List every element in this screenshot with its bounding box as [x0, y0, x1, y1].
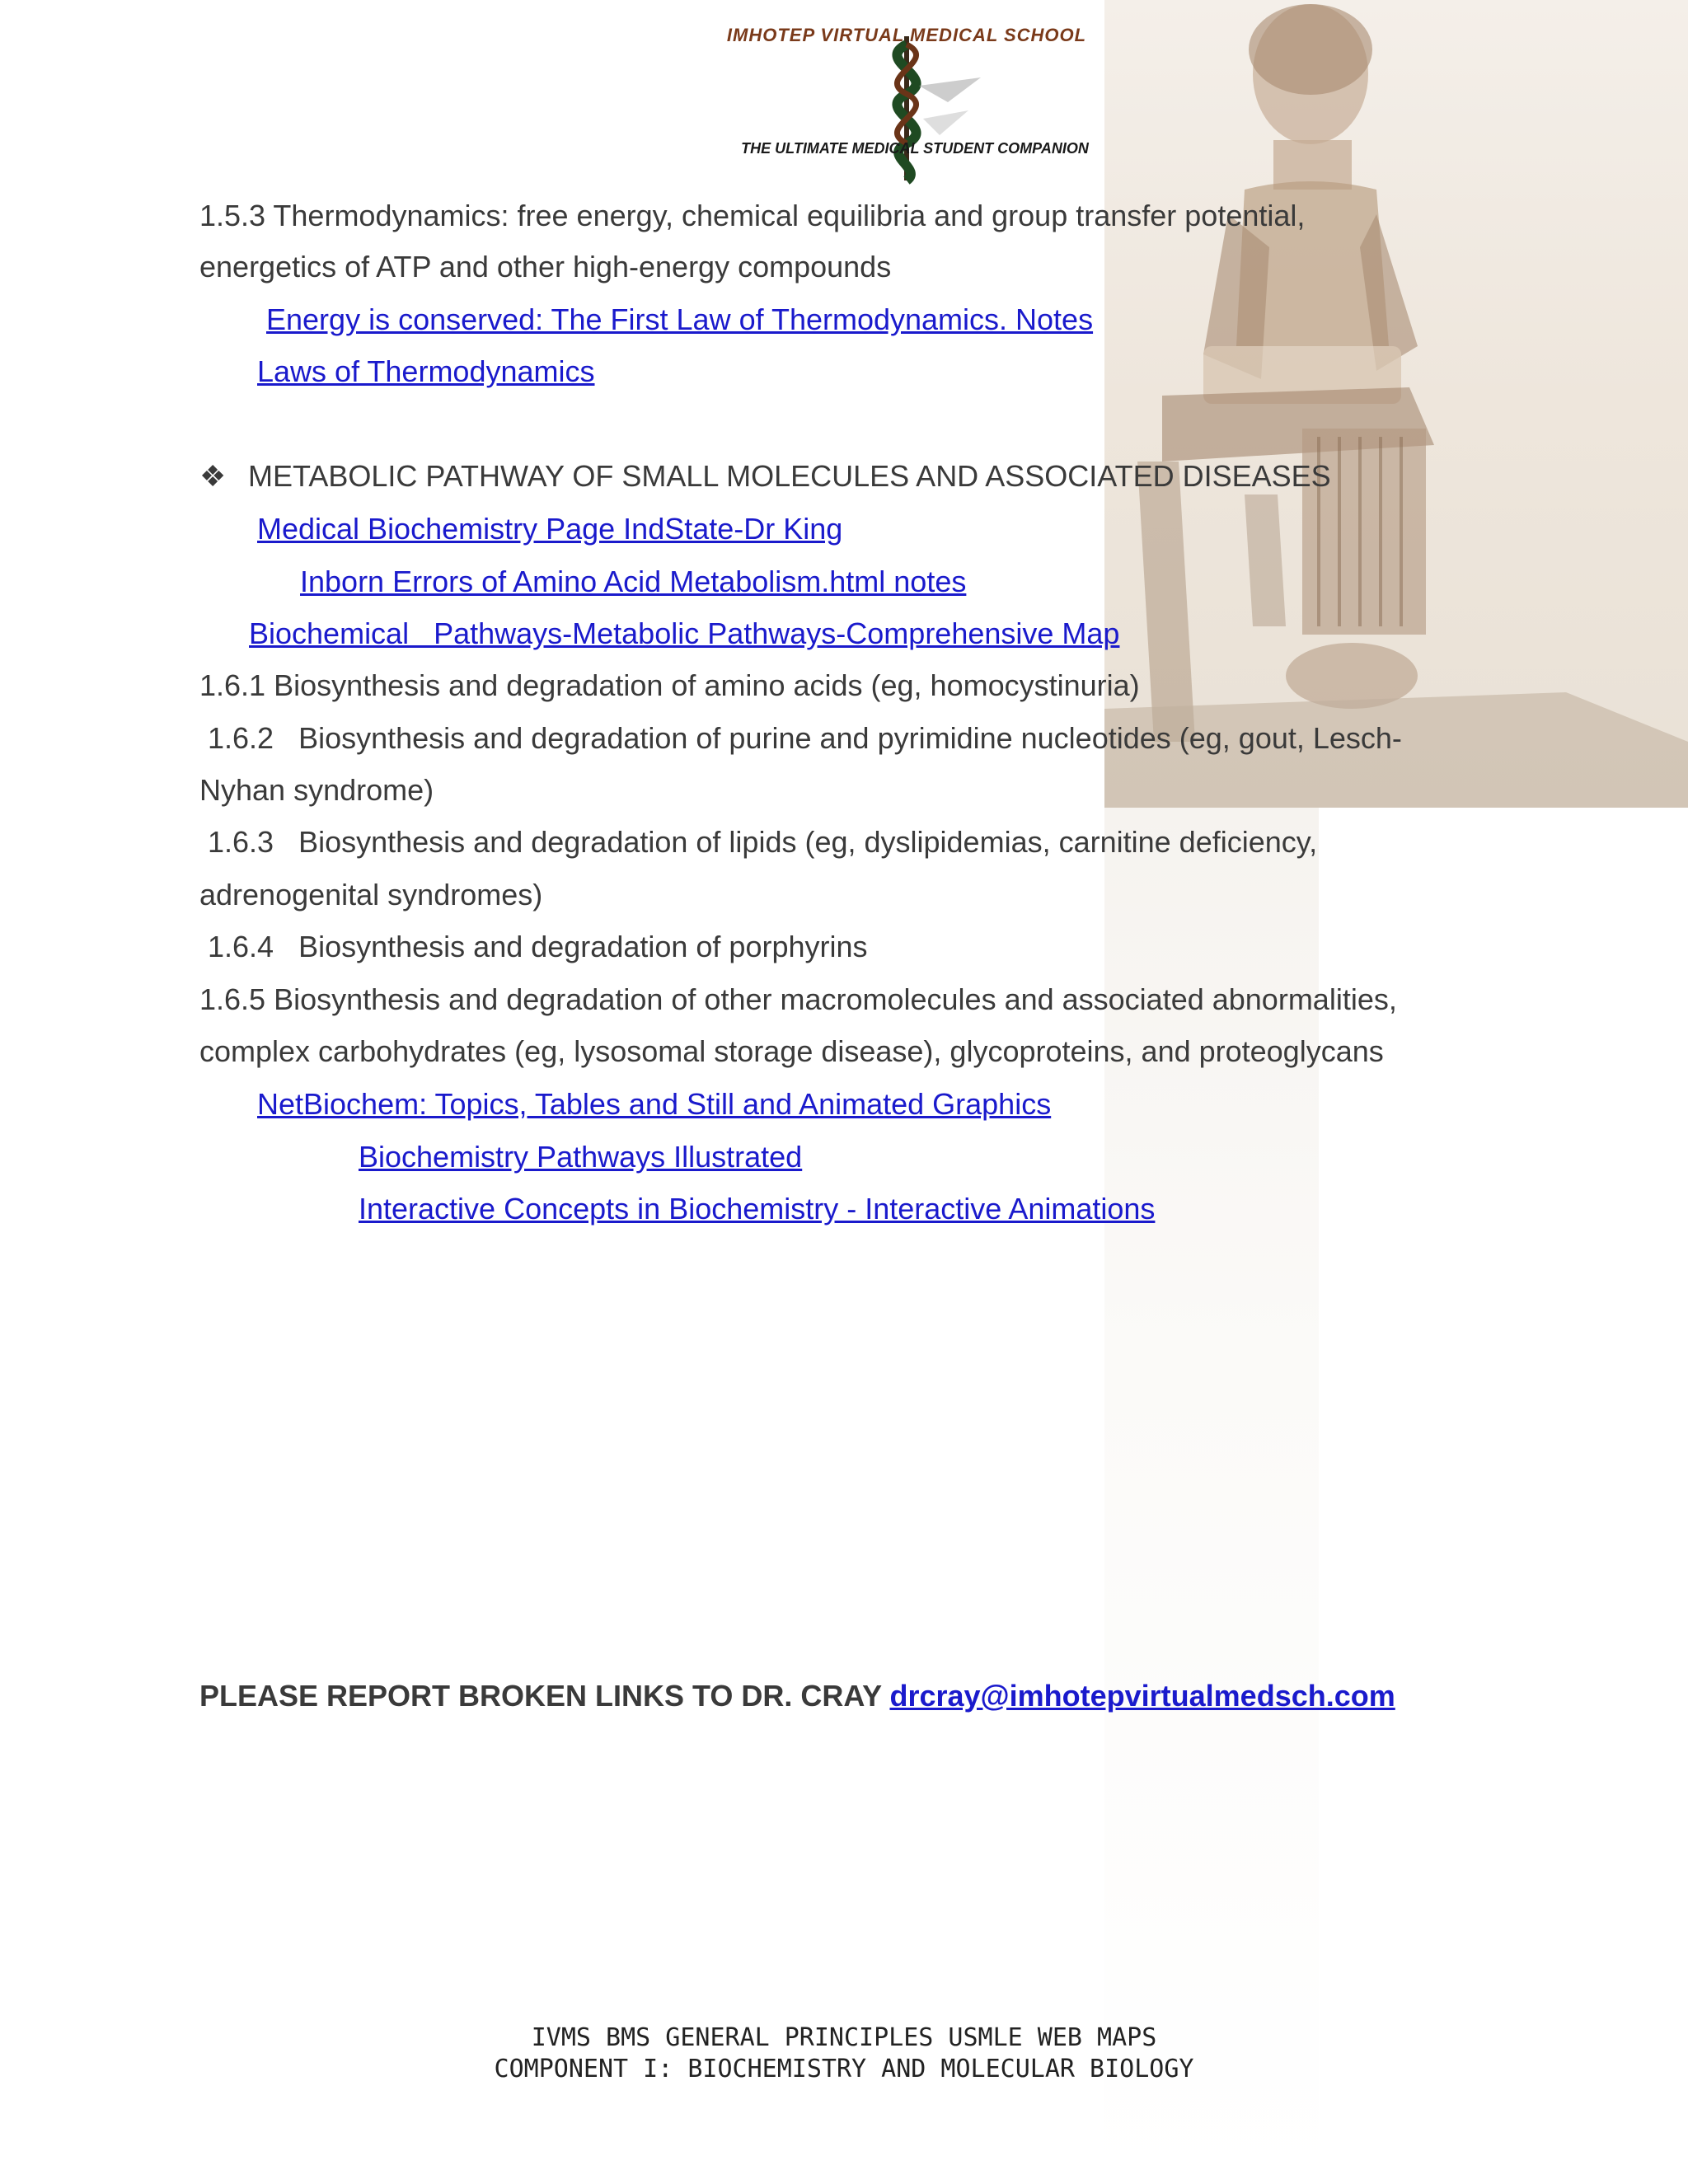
link-interactive-concepts-biochemistry[interactable]: Interactive Concepts in Biochemistry - Interactive Animations [359, 1192, 1156, 1226]
caduceus-icon [824, 28, 989, 185]
imhotep-statue-image [1104, 0, 1688, 808]
item-164: 1.6.4 Biosynthesis and degradation of porphyrins [199, 930, 868, 963]
item-165-cont: complex carbohydrates (eg, lysosomal storage disease), glycoproteins, and proteoglycans [199, 1034, 1384, 1068]
item-163-cont: adrenogenital syndromes) [199, 878, 543, 912]
link-laws-of-thermodynamics[interactable]: Laws of Thermodynamics [257, 354, 595, 388]
footer-line-2: COMPONENT I: BIOCHEMISTRY AND MOLECULAR BIOLOGY [494, 2055, 1194, 2083]
section-153-heading-cont: energetics of ATP and other high-energy compounds [199, 250, 892, 284]
bullet-icon: ❖ [199, 459, 227, 493]
metabolic-heading: METABOLIC PATHWAY OF SMALL MOLECULES AND ASSOCIATED DISEASES [248, 459, 1331, 493]
report-broken-links [199, 1678, 1395, 1714]
item-162: 1.6.2 Biosynthesis and degradation of purine and pyrimidine nucleotides (eg, gout, Lesch- [199, 721, 1402, 755]
footer-line-1: IVMS BMS GENERAL PRINCIPLES USMLE WEB MAPS [531, 2023, 1157, 2052]
item-161: 1.6.1 Biosynthesis and degradation of amino acids (eg, homocystinuria) [199, 668, 1140, 702]
school-logo [709, 16, 1104, 181]
link-biochemical-pathways-map[interactable]: Biochemical Pathways-Metabolic Pathways-Comprehensive Map [249, 616, 1120, 650]
item-162-cont: Nyhan syndrome) [199, 773, 434, 807]
school-tagline: THE ULTIMATE MEDICAL STUDENT COMPANION [741, 140, 1089, 157]
link-medical-biochemistry-page[interactable]: Medical Biochemistry Page IndState-Dr King [257, 512, 843, 546]
link-first-law-thermodynamics[interactable]: Energy is conserved: The First Law of Thermodynamics. Notes [266, 302, 1094, 336]
link-biochemistry-pathways-illustrated[interactable]: Biochemistry Pathways Illustrated [359, 1140, 803, 1174]
section-153-heading: 1.5.3 Thermodynamics: free energy, chemical equilibria and group transfer potential, [199, 199, 1306, 232]
item-163: 1.6.3 Biosynthesis and degradation of lipids (eg, dyslipidemias, carnitine deficiency, [199, 825, 1318, 859]
report-text: PLEASE REPORT BROKEN LINKS TO DR. CRAY [199, 1679, 890, 1713]
school-name: IMHOTEP VIRTUAL MEDICAL SCHOOL [726, 25, 1087, 45]
email-link[interactable]: drcray@imhotepvirtualmedsch.com [889, 1679, 1395, 1713]
item-165: 1.6.5 Biosynthesis and degradation of other macromolecules and associated abnormalities, [199, 982, 1397, 1016]
link-netbiochem[interactable]: NetBiochem: Topics, Tables and Still and Animated Graphics [257, 1087, 1052, 1121]
link-inborn-errors-amino-acid[interactable]: Inborn Errors of Amino Acid Metabolism.html notes [300, 565, 967, 598]
